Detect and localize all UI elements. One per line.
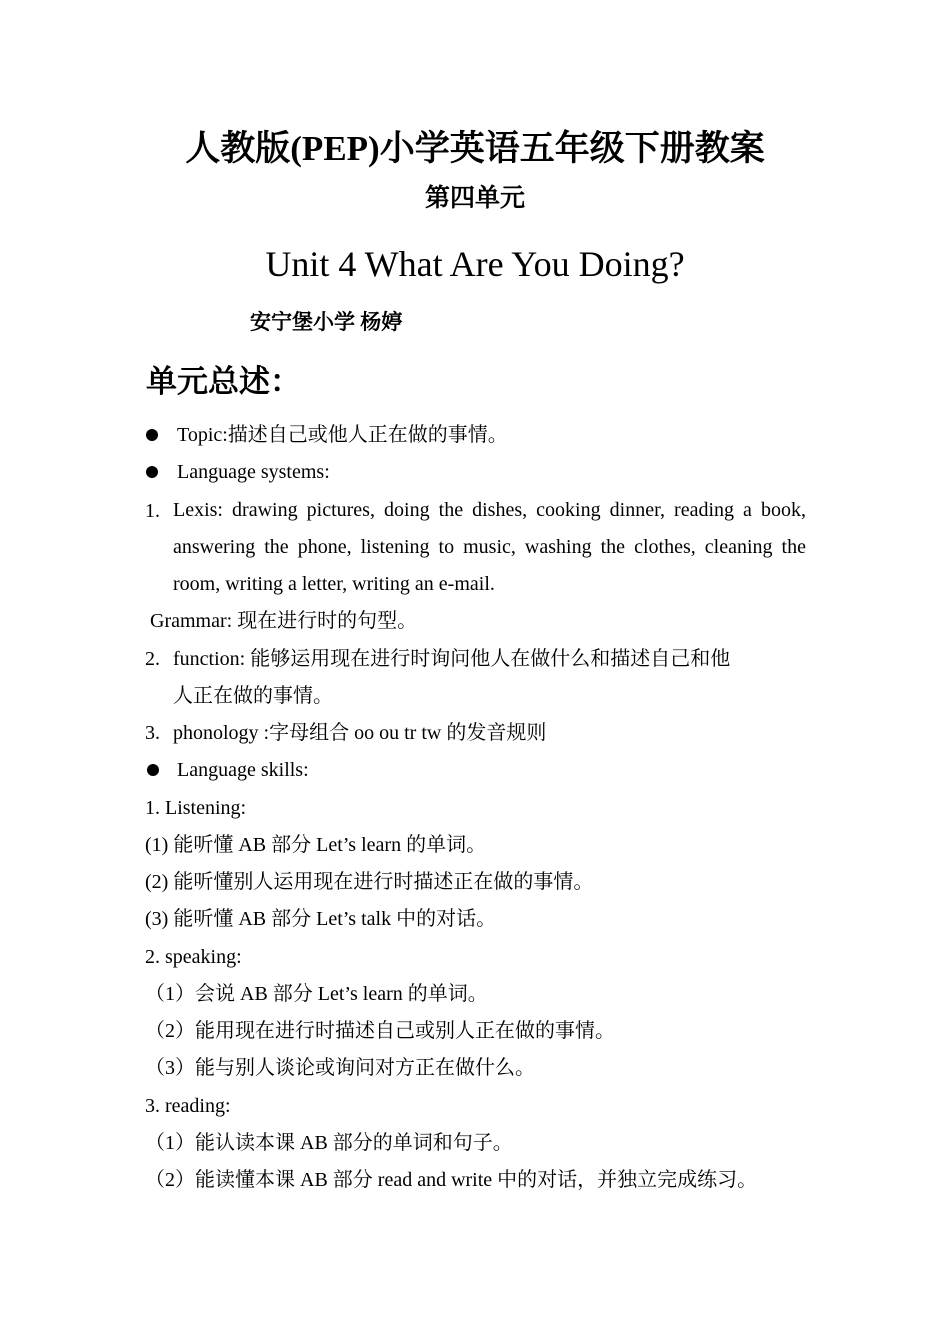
list-item: （3）能与别人谈论或询问对方正在做什么。: [145, 1057, 535, 1079]
document-title: 人教版(PEP)小学英语五年级下册教案: [185, 129, 765, 168]
phonology-line: phonology :字母组合 oo ou tr tw 的发音规则: [173, 722, 547, 744]
list-item: (1) 能听懂 AB 部分 Let’s learn 的单词。: [145, 834, 487, 856]
lexis-paragraph: Lexis: drawing pictures, doing the dishes, cooking dinner, reading a book, answering the phone, listening to music, washing the clothes, cleaning the room, writing a letter, writing an e-mail.: [173, 499, 806, 595]
speaking-heading: 2. speaking:: [145, 946, 242, 968]
list-number: 2.: [145, 648, 160, 670]
list-number: 3.: [145, 722, 160, 744]
bullet-icon: [146, 466, 158, 478]
unit-title: Unit 4 What Are You Doing?: [265, 244, 685, 284]
language-skills-heading: Language skills:: [177, 759, 309, 781]
list-item: (3) 能听懂 AB 部分 Let’s talk 中的对话。: [145, 908, 497, 930]
reading-heading: 3. reading:: [145, 1095, 231, 1117]
list-item: （1）能认读本课 AB 部分的单词和句子。: [145, 1132, 513, 1154]
listening-heading: 1. Listening:: [145, 797, 247, 819]
list-number: 1.: [145, 500, 160, 522]
list-item: （2）能读懂本课 AB 部分 read and write 中的对话，并独立完成练习。: [145, 1169, 758, 1191]
section-heading: 单元总述：: [146, 364, 301, 399]
unit-subtitle: 第四单元: [424, 185, 525, 212]
list-item: (2) 能听懂别人运用现在进行时描述正在做的事情。: [145, 871, 594, 893]
bullet-icon: [146, 429, 158, 441]
grammar-line: Grammar: 现在进行时的句型。: [150, 610, 418, 632]
author-line: 安宁堡小学 杨婷: [250, 310, 403, 334]
language-systems-heading: Language systems:: [177, 461, 330, 483]
bullet-icon: [147, 764, 159, 776]
list-item: （1）会说 AB 部分 Let’s learn 的单词。: [145, 983, 488, 1005]
list-item: （2）能用现在进行时描述自己或别人正在做的事情。: [145, 1020, 615, 1042]
function-line-1: function: 能够运用现在进行时询问他人在做什么和描述自己和他: [173, 648, 731, 670]
function-line-2: 人正在做的事情。: [173, 685, 333, 707]
topic-line: Topic:描述自己或他人正在做的事情。: [177, 424, 508, 446]
